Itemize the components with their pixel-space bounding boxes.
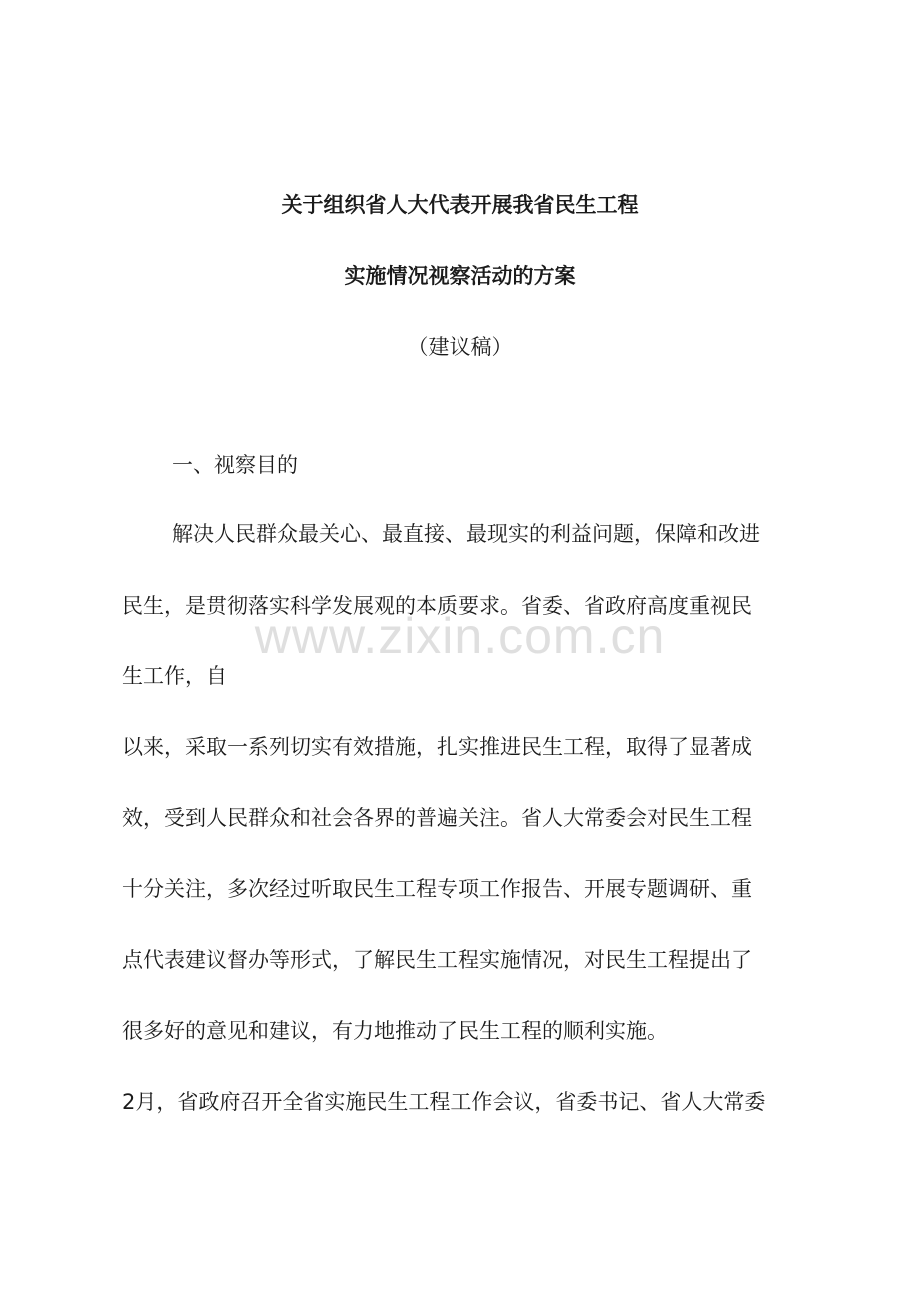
body-line: 解决人民群众最关心、最直接、最现实的利益问题，保障和改进: [172, 522, 760, 546]
section-heading: 一、视察目的: [172, 453, 298, 477]
document-title-line-2: 实施情况视察活动的方案: [344, 264, 576, 288]
document-title-line-1: 关于组织省人大代表开展我省民生工程: [281, 193, 639, 217]
watermark-text: www.zixin.com.cn: [254, 608, 666, 664]
body-line: 点代表建议督办等形式，了解民生工程实施情况，对民生工程提出了: [122, 948, 752, 972]
body-line: 效，受到人民群众和社会各界的普遍关注。省人大常委会对民生工程: [122, 806, 752, 830]
body-line: 以来，采取一系列切实有效措施，扎实推进民生工程，取得了显著成: [122, 735, 752, 759]
body-line: 生工作，自: [122, 664, 227, 688]
body-line: 民生，是贯彻落实科学发展观的本质要求。省委、省政府高度重视民: [122, 594, 752, 618]
document-subtitle: （建议稿）: [407, 335, 513, 359]
body-line: 2月，省政府召开全省实施民生工程工作会议，省委书记、省人大常委: [122, 1090, 766, 1114]
body-line: 很多好的意见和建议，有力地推动了民生工程的顺利实施。: [122, 1019, 668, 1043]
body-line: 十分关注，多次经过听取民生工程专项工作报告、开展专题调研、重: [122, 877, 752, 901]
